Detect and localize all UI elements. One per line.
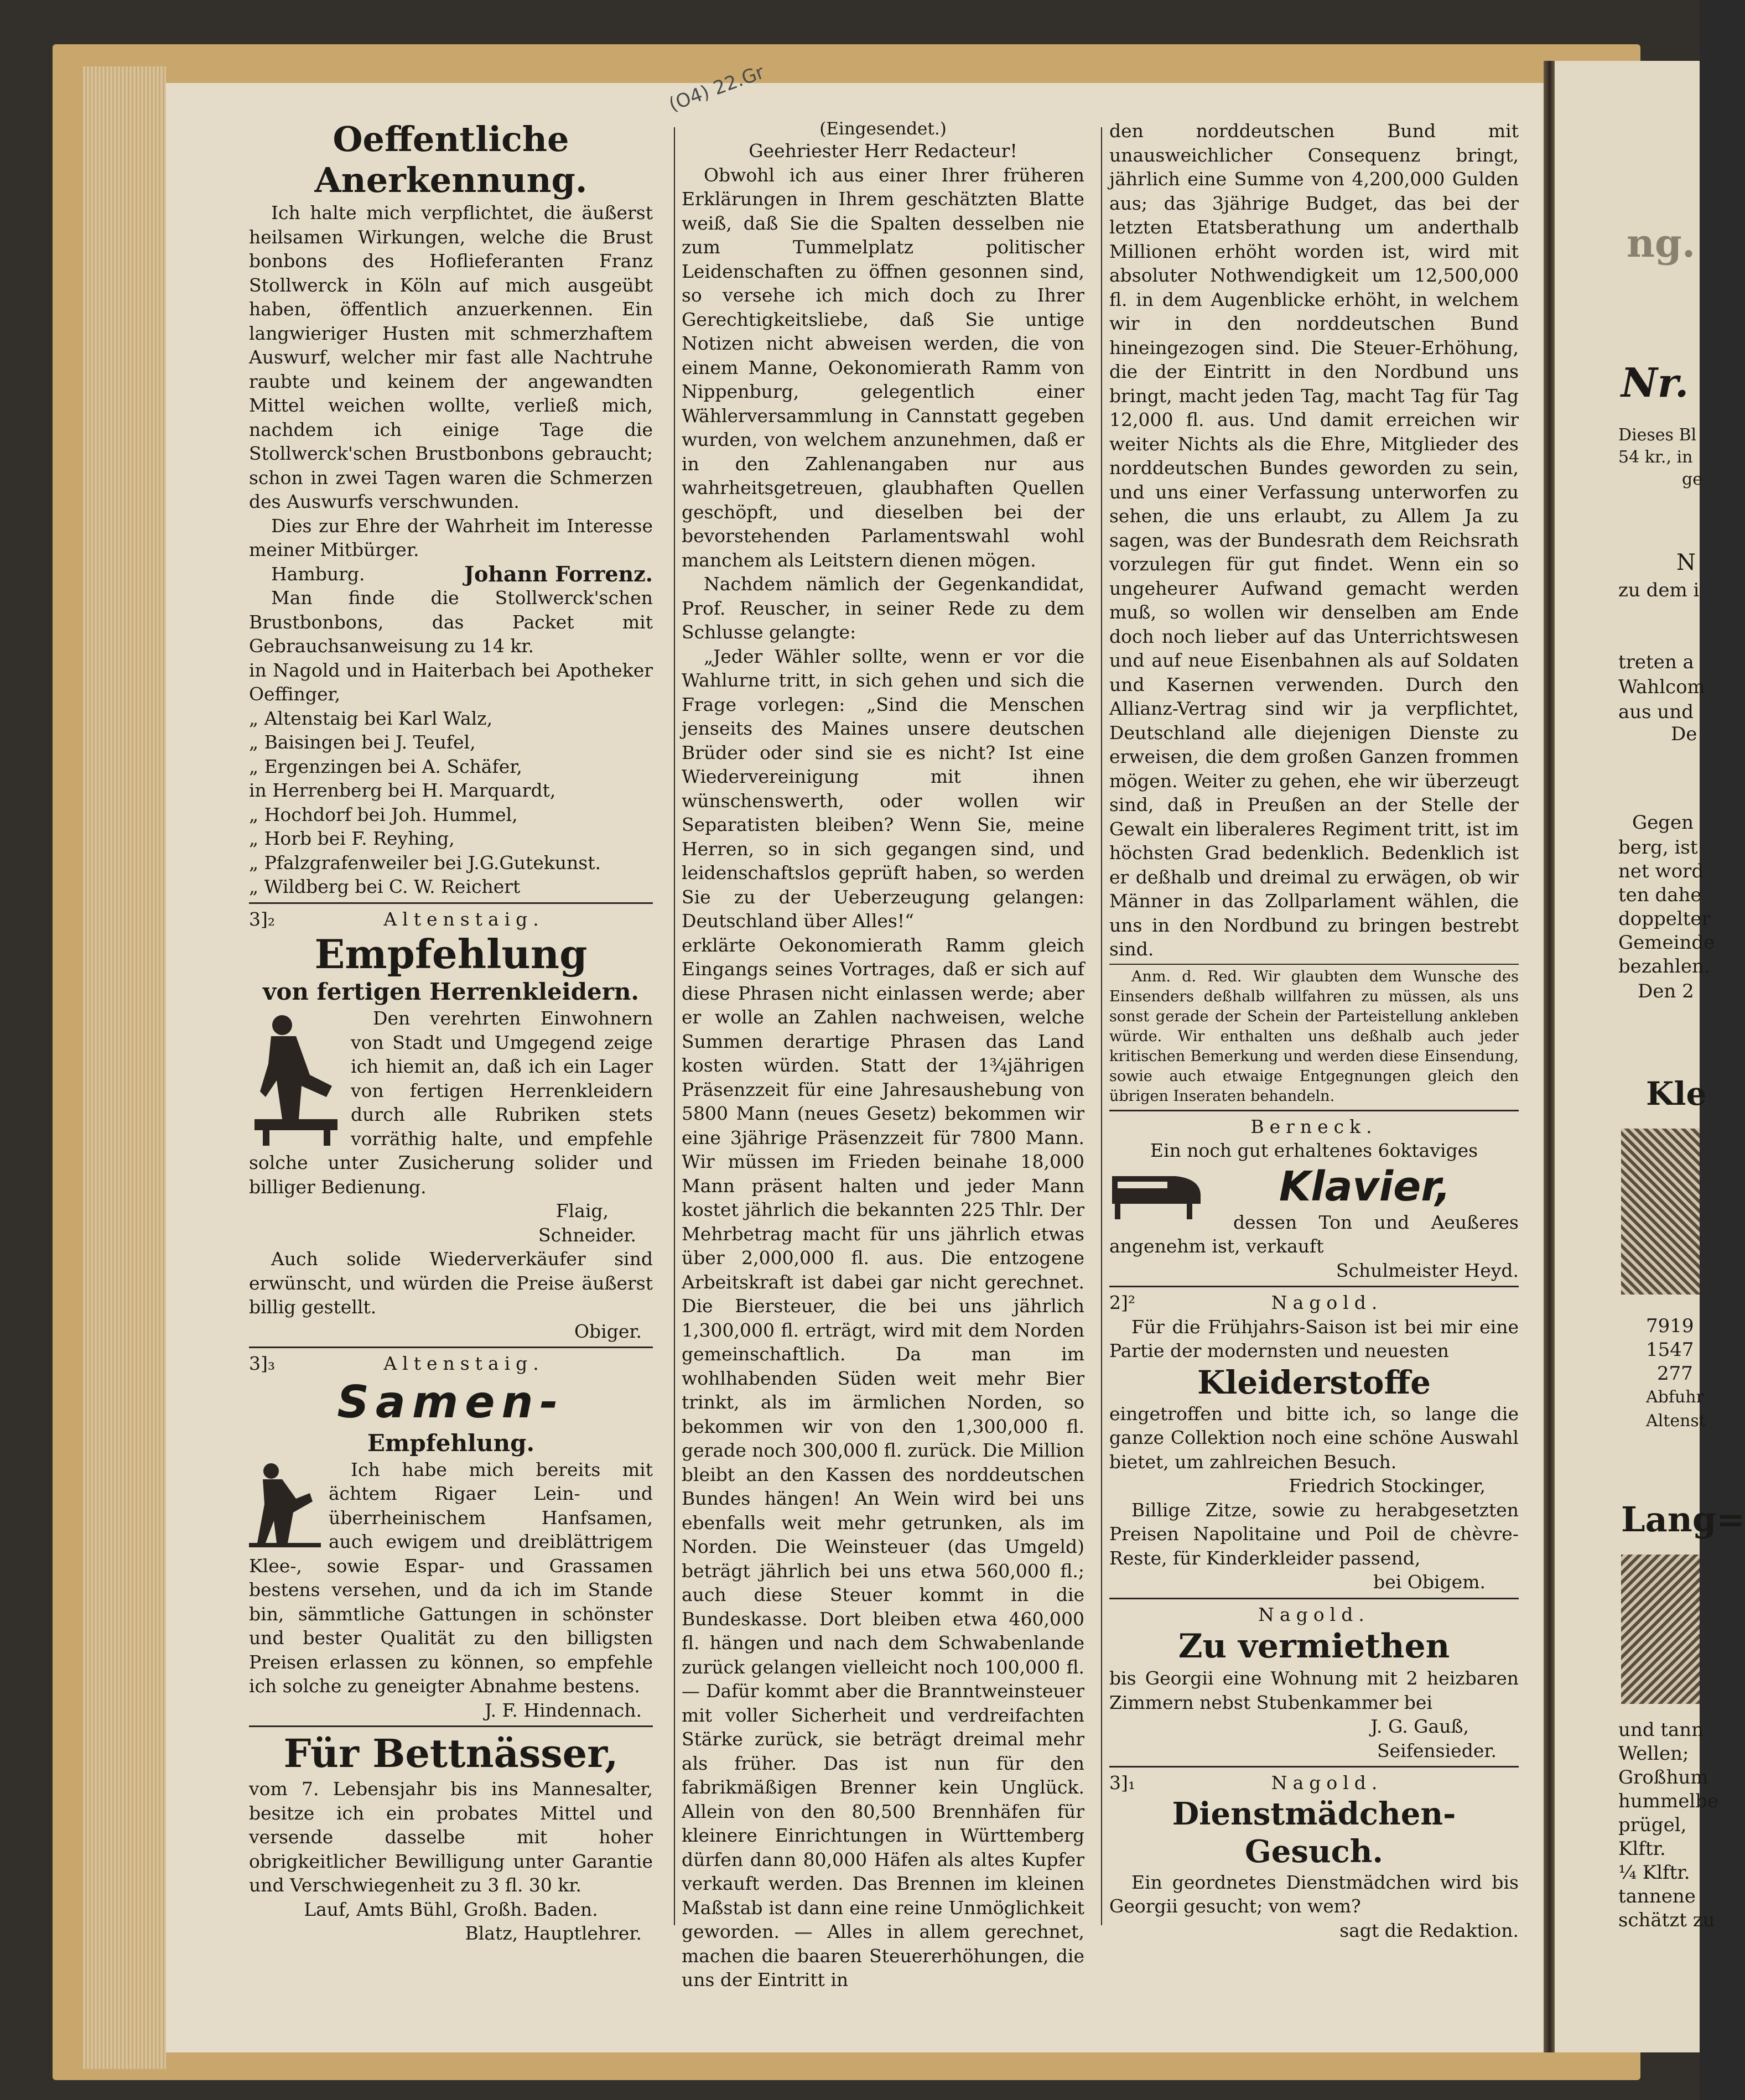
facing-fragment: treten a (1618, 651, 1694, 673)
facing-fragment: De (1671, 723, 1697, 745)
dealer-item: „ Wildberg bei C. W. Reichert (249, 876, 521, 897)
facing-fragment: Nr. (1621, 359, 1689, 406)
dealer-item: „ Pfalzgrafenweiler bei J.G.Gutekunst. (249, 851, 601, 874)
facing-fragment: doppelter (1618, 908, 1711, 930)
facing-fragment: 1547 (1646, 1339, 1694, 1361)
signature-title: Schneider. (538, 1224, 636, 1246)
ad-place: Nagold. (1271, 1772, 1383, 1794)
facing-fragment: ng. (1627, 220, 1696, 266)
column-rule-2 (1101, 127, 1102, 1925)
article-text: den norddeutschen Bund mit unausweichlicher Consequenz bringt, jährlich eine Summe von 4,200,000 Gulden aus; das 3jährige Budget, das bei der letzten Etatsberathung um anderthalb Millionen erhöht worden ist, wird mit absoluter Nothwendigkeit um 12,500,000 fl. in dem Augenblicke erhöht, in welchem wir in den norddeutschen Bund hineingezogen sind. Die Steuer-Erhöhung, die der Eintritt in den Nordbund uns bringt, macht jeden Tag, macht Tag für Tag 12,000 fl. aus. Und damit erreichen wir weiter Nichts als die Ehre, Mitglieder des norddeutschen Bundes geworden zu sein, und uns einer Verfassung unterworfen zu sehen, die uns erlaubt, zu Allem Ja zu sagen, was der Bundesrath dem Reichsrath vorzulegen für gut findet. Wenn ein so ungeheurer Aufwand gemacht werden muß, so wollen wir denselben am Ende doch noch lieber auf das Unterrichtswesen und auf neue Eisenbahnen als auf Soldaten und Kasernen verwenden. Durch den Allianz-Vertrag sind wir ja verpflichtet, Deutschland alle diejenigen Dienste zu erweisen, die dem großen Ganzen frommen mögen. Weiter zu gehen, ehe wir überzeugt sind, daß in Preußen an der Stelle der Gewalt ein liberaleres Regiment tritt, ist im höchsten Grad bedenklich. Bedenklich ist er deßhalb und dreimal zu erwägen, ob wir Männer in das Zollparlament wählen, die uns in den Nordbund zu bringen bestrebt sind. (1109, 120, 1519, 960)
signature-name: bei Obigem. (1373, 1571, 1486, 1593)
dealer-item: „ Ergenzingen bei A. Schäfer, (249, 755, 522, 777)
divider (249, 1725, 653, 1727)
page-edges-stack (83, 66, 166, 2069)
facing-fragment: Dieses Bl (1618, 425, 1697, 445)
facing-fragment: ¼ Klftr. (1618, 1862, 1690, 1884)
signature-name: sagt die Redaktion. (1339, 1919, 1519, 1941)
facing-fragment: Gemeinde (1618, 932, 1715, 954)
signature-line (249, 562, 653, 586)
ad-title-bettnaesser: Für Bettnässer, (283, 1730, 619, 1776)
article-quote: „Jeder Wähler sollte, wenn er vor die Wahlurne tritt, in sich gehen und sich die Frage vorlegen: „Sind die Menschen jenseits des Maines unsere deutschen Brüder oder sind sie es nicht? Ist eine Wiedervereinigung mit ihnen wünschenswerth, oder wollen wir Separatisten bleiben? Wenn Sie, meine Herren, so in sich gegangen sind, und leidenschaftslos geprüft haben, so werden Sie zu der Ueberzeugung gelangen: Deutschland über Alles!“ (682, 645, 1084, 932)
column-2 (682, 119, 1084, 1992)
facing-fragment: ge (1682, 470, 1702, 489)
divider (1109, 1286, 1519, 1287)
divider (249, 902, 653, 904)
divider (1109, 1766, 1519, 1768)
ad-text: Auch solide Wiederverkäufer sind erwünscht, und würden die Preise äußerst billig gestellt. (249, 1248, 653, 1318)
facing-fragment: Altenst (1646, 1411, 1706, 1431)
ad-text: dessen Ton und Aeußeres angenehm ist, verkauft (1109, 1211, 1519, 1257)
facing-fragment: zu dem i (1618, 579, 1700, 601)
facing-fragment: 7919 (1646, 1315, 1694, 1337)
signature-name: Johann Forrenz. (464, 561, 653, 586)
signature-name: Obiger. (574, 1320, 642, 1342)
ad-header (1109, 1771, 1519, 1795)
ad-text: bis Georgii eine Wohnung mit 2 heizbaren Zimmern nebst Stubenkammer bei (1109, 1667, 1519, 1713)
article-salutation: Geehriester Herr Redacteur! (749, 140, 1017, 162)
dealer-item: „ Baisingen bei J. Teufel, (249, 731, 476, 753)
ad-number: 3]₂ (249, 908, 276, 930)
ad-subtitle: Empfehlung. (367, 1429, 535, 1457)
ad-text: Man finde die Stollwerck'schen Brustbonbons, das Packet mit Gebrauchsanweisung zu 14 kr. (249, 587, 653, 657)
dealer-item: „ Hochdorf bei Joh. Hummel, (249, 803, 518, 825)
facing-fragment: schätzt zu (1618, 1909, 1715, 1931)
piano-icon (1109, 1165, 1203, 1220)
signature-name: Blatz, Hauptlehrer. (465, 1922, 642, 1944)
facing-fragment: berg, ist (1618, 836, 1698, 859)
book-gutter (1544, 61, 1556, 2052)
ad-number: 3]₁ (1109, 1772, 1136, 1794)
facing-fragment: Gegen (1632, 812, 1694, 834)
signature-name: J. G. Gauß, (1370, 1716, 1469, 1737)
ad-subtitle: von fertigen Herrenkleidern. (262, 978, 640, 1005)
signature-name: Friedrich Stockinger, (1289, 1475, 1486, 1496)
signature-name: Schulmeister Heyd. (1336, 1259, 1519, 1281)
dealer-item: „ Horb bei F. Reyhing, (249, 828, 455, 849)
column-rule-1 (674, 127, 675, 1925)
column-1 (249, 119, 653, 1946)
signature-name: Flaig, (555, 1200, 609, 1221)
ad-text: eingetroffen und bitte ich, so lange die ganze Collektion noch eine schöne Auswahl bietet, um zahlreichen Besuch. (1109, 1402, 1519, 1473)
ad-text: Billige Zitze, sowie zu herabgesetzten Preisen Napolitaine und Poil de chèvre-Reste, für Kinderkleider passend, (1109, 1499, 1519, 1569)
ad-text: vom 7. Lebensjahr bis ins Mannesalter, besitze ich ein probates Mittel und versende dasselbe mit hoher obrigkeitlicher Bewilligung unter Garantie und Verschwiegenheit zu 3 fl. 30 kr. (249, 1778, 653, 1896)
facing-woodcut-illustration (1621, 1129, 1700, 1295)
ad-text: Für die Frühjahrs-Saison ist bei mir eine Partie der modernsten und neuesten (1109, 1316, 1519, 1361)
facing-fragment: Den 2 (1638, 980, 1694, 1002)
facing-fragment: 54 kr., in (1618, 448, 1693, 467)
ad-text: Ich habe mich bereits mit ächtem Rigaer Lein- und überrheinischem Hanfsamen, auch ewigem und dreiblättrigem Klee-, sowie Espar- und Grassamen bestens versehen, und da ich im Stande bin, sämmtliche Gattungen in schönster und bester Qualität zu den billigsten Preisen erlassen zu können, so empfehle ich solche zu geneigter Abnahme bestens. (249, 1458, 653, 1697)
divider (1109, 1598, 1519, 1599)
facing-fragment: bezahlen. (1618, 955, 1710, 978)
facing-fragment: Wellen; (1618, 1743, 1689, 1765)
ad-title-dienstmaedchen: Dienstmädchen-Gesuch. (1172, 1795, 1456, 1870)
divider (1109, 1110, 1519, 1111)
ad-text: Dies zur Ehre der Wahrheit im Interesse meiner Mitbürger. (249, 514, 653, 560)
dealer-item: „ Altenstaig bei Karl Walz, (249, 707, 493, 729)
signature-name: J. F. Hindennach. (484, 1699, 642, 1721)
facing-fragment: ten dahe (1618, 884, 1702, 906)
facing-fragment: 277 (1657, 1363, 1693, 1385)
ad-header (249, 907, 653, 932)
facing-fragment: Abfuhr (1646, 1387, 1704, 1407)
divider (1109, 964, 1519, 965)
facing-woodcut-illustration (1621, 1555, 1700, 1704)
article-text: erklärte Oekonomierath Ramm gleich Eingangs seines Vortrages, daß er sich auf diese Phrasen nicht einlassen werde; aber er wolle an Zahlen nachweisen, welche Summen derartige Phrasen das Land kosten würden. Statt der 1¾jährigen Präsenzzeit für eine Jahresaushebung von 5800 Mann (neues Gesetz) bekommen wir eine 3jährige Präsenzzeit für 7800 Mann. Wir müssen im Frieden beinahe 18,000 Mann präsent halten und jeder Mann kostet jährlich die bekannten 225 Thlr. Der Mehrbetrag macht für uns jährlich etwas über 2,000,000 fl. aus. Die entzogene Arbeitskraft ist dabei gar nicht gerechnet. Die Biersteuer, die bei uns jährlich 1,300,000 fl. erträgt, wird mit dem Norden gemeinschaftlich. Da man im wohlhabenden Süden weit mehr Bier trinkt, als im ärmlichen Norden, so bekommen wir von den 1,300,000 fl. gerade noch 300,000 fl. zurück. Die Million bleibt an den Kassen des norddeutschen Bundes hängen! An Wein wird bei uns ebenfalls weit mehr getrunken, als im Norden. Die Weinsteuer (das Umgeld) beträgt jährlich bei uns etwa 560,000 fl.; auch diese Steuer kommt in die Bundeskasse. Dort bleiben etwa 460,000 fl. hängen und nach dem Schwabenlande zurück gelangen vielleicht noch 100,000 fl. — Dafür kommt aber die Branntweinsteuer mit voller Sicherheit und verdreifachten Stärke zurück, sie beträgt dreimal mehr als früher. Das ist nun für den fabrikmäßigen Brenner kein Unglück. Allein von den 80,500 Brennhäfen für kleinere Einrichtungen in Württemberg dürfen dann 80,000 Häfen als altes Kupfer verkauft werden. Das Brennen im kleinen Maßstab ist dann eine reine Unmöglichkeit geworden. — Alles in allem gerechnet, machen die baaren Steuererhöhungen, die uns der Eintritt in (682, 934, 1084, 1990)
article-text: Obwohl ich aus einer Ihrer früheren Erklärungen in Ihrem geschätzten Blatte weiß, daß Sie die Spalten desselben nie zum Tummelplatz politischer Leidenschaften zu öffnen gesonnen sind, so versehe ich mich doch zu Ihrer Gerechtigkeitsliebe, daß Sie untige Notizen nicht abweisen werden, die von einem Manne, Oekonomierath Ramm von Nippenburg, gelegentlich einer Wählerversammlung in Cannstatt gegeben wurden, von welchem anzunehmen, daß er in den Zahlenangaben nur aus wahrheitsgetreuen, glaubhaften Quellen geschöpft, und dieselben bei der bevorstehenden Parlamentswahl wohl manchem als Leitstern dienen mögen. (682, 164, 1084, 571)
ad-place: Berneck. (1250, 1115, 1378, 1137)
facing-fragment: Klftr. (1618, 1838, 1666, 1860)
pencil-annotation: (O4) 22.Gr (666, 61, 767, 116)
ad-number: 2]² (1109, 1292, 1136, 1313)
ad-title-vermiethen: Zu vermiethen (1178, 1627, 1450, 1666)
facing-fragment: N (1676, 550, 1696, 575)
dealer-item: in Nagold und in Haiterbach bei Apotheker Oeffinger, (249, 659, 653, 705)
ad-title-kleiderstoffe: Kleiderstoffe (1197, 1363, 1431, 1401)
ad-title-anerkennung: Oeffentliche Anerkennung. (314, 119, 588, 200)
column-3 (1109, 119, 1519, 1942)
signature-place: Hamburg. (271, 563, 365, 585)
sower-figure-icon (249, 1460, 321, 1548)
dealer-item: in Herrenberg bei H. Marquardt, (249, 779, 556, 801)
ad-text: Ich halte mich verpflichtet, die äußerst heilsamen Wirkungen, welche die Brust bonbons des Hoflieferanten Franz Stollwerck in Köln auf mich ausgeübt haben, öffentlich anzuerkennen. Ein langwieriger Husten mit schmerzhaftem Auswurf, welcher mir fast alle Nachtruhe raubte und keinem der angewandten Mittel weichen wollte, verließ mich, nachdem ich einige Tage die Stollwerck'schen Brustbonbons gebraucht; schon in zwei Tagen waren die Schmerzen des Auswurfs verschwunden. (249, 202, 653, 512)
ad-place: Nagold. (1258, 1603, 1370, 1625)
ad-title-klavier: Klavier, (1279, 1162, 1451, 1210)
facing-fragment: prügel, (1618, 1814, 1687, 1836)
article-header: (Eingesendet.) (819, 119, 947, 139)
article-text: Nachdem nämlich der Gegenkandidat, Prof. Reuscher, in seiner Rede zu dem Schlusse gelangte: (682, 573, 1084, 643)
ad-number: 3]₃ (249, 1353, 276, 1374)
ad-place: Altenstaig. (383, 1353, 544, 1374)
signature-place: Lauf, Amts Bühl, Großh. Baden. (304, 1898, 598, 1920)
dealer-list (249, 658, 653, 899)
ad-place: Nagold. (1271, 1292, 1383, 1313)
facing-fragment: und tann (1618, 1719, 1704, 1741)
facing-fragment: aus und (1618, 701, 1694, 723)
tailor-figure-icon (249, 1009, 343, 1147)
ad-place: Altenstaig. (383, 908, 544, 930)
ad-title-empfehlung: Empfehlung (314, 931, 588, 978)
editor-note: Anm. d. Red. Wir glaubten dem Wunsche des Einsenders deßhalb willfahren zu müssen, als uns sonst gerade der Schein der Parteistellung ankleben würde. Wir enthalten uns deßhalb auch jeder kritischen Bemerkung und werden diese Einsendung, sowie auch etwaige Entgegnungen gleich den übrigen Inseraten behandeln. (1109, 968, 1519, 1105)
signature-title: Seifensieder. (1377, 1739, 1497, 1761)
ad-text: Ein geordnetes Dienstmädchen wird bis Georgii gesucht; von wem? (1109, 1871, 1519, 1917)
ad-header (1109, 1291, 1519, 1315)
facing-fragment: tannene (1618, 1885, 1696, 1907)
facing-fragment: Großhum (1618, 1766, 1708, 1789)
divider (249, 1347, 653, 1348)
ad-header (249, 1352, 653, 1376)
facing-fragment: Wahlcom (1618, 676, 1705, 698)
ad-text: Den verehrten Einwohnern von Stadt und Umgegend zeige ich hiemit an, daß ich ein Lager von fertigen Herrenkleidern durch alle Rubriken stets vorräthig halte, und empfehle solche unter Zusicherung solider und billiger Bedienung. (249, 1007, 653, 1198)
facing-fragment: Kle (1646, 1075, 1707, 1113)
facing-fragment: net word (1618, 860, 1704, 882)
ad-title-samen: Samen- (337, 1376, 565, 1428)
facing-fragment: Lang= (1621, 1499, 1745, 1540)
ad-text: Ein noch gut erhaltenes 6oktaviges (1150, 1140, 1478, 1161)
facing-fragment: hummelbe (1618, 1790, 1719, 1812)
